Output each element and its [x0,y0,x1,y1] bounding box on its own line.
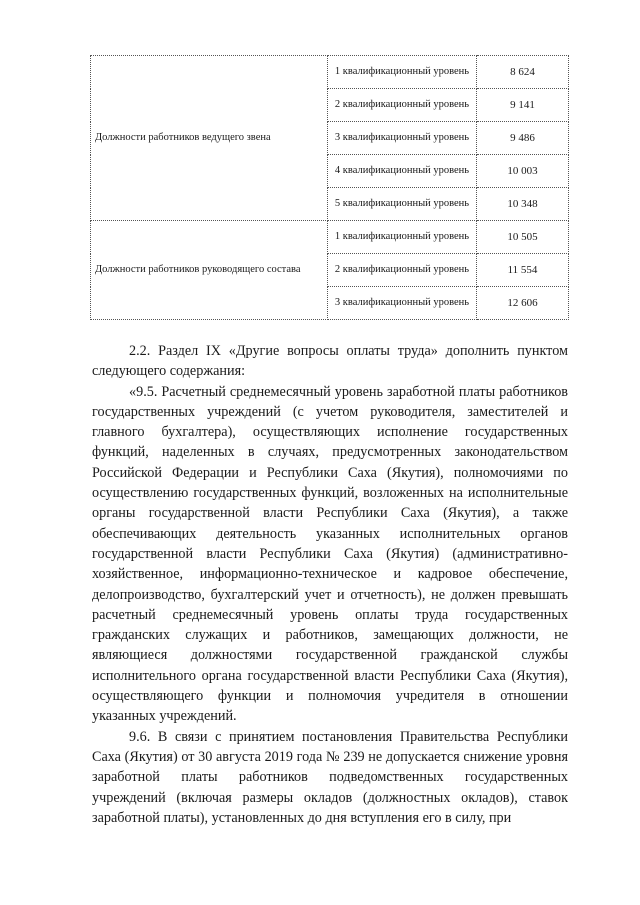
group-title-management: Должности работников руководящего состава [91,221,328,320]
level-cell: 5 квалификационный уровень [328,188,477,221]
salary-cell: 8 624 [477,56,569,89]
salary-cell: 10 348 [477,188,569,221]
level-cell: 2 квалификационный уровень [328,89,477,122]
paragraph-2-2: 2.2. Раздел IX «Другие вопросы оплаты труда» дополнить пунктом следующего содержания: [92,343,568,380]
table-row [91,56,569,89]
paragraph-9-6: 9.6. В связи с принятием постановления Правительства Республики Саха (Якутия) от 30 августа 2019 года № 239 не допускается снижение уровня заработной платы работников подведомственных государственных учреждений (включая размеры окладов (должностных окладов), ставок заработной платы), установленных до дня вступления его в силу, при [92,728,568,826]
level-cell: 3 квалификационный уровень [328,287,477,320]
group-title-leading: Должности работников ведущего звена [91,56,328,221]
level-cell: 3 квалификационный уровень [328,122,477,155]
level-cell: 4 квалификационный уровень [328,155,477,188]
level-cell: 1 квалификационный уровень [328,56,477,89]
salary-cell: 12 606 [477,287,569,320]
body-text [92,341,568,828]
salary-cell: 10 003 [477,155,569,188]
salary-cell: 9 141 [477,89,569,122]
level-cell: 1 квалификационный уровень [328,221,477,254]
level-cell: 2 квалификационный уровень [328,254,477,287]
paragraph-9-5: «9.5. Расчетный среднемесячный уровень заработной платы работников государственных учреждений (с учетом руководителя, заместителей и главного бухгалтера), осуществляющих исполнение государственных функций, наделенных в случаях, предусмотренных законодательством Российской Федерации и Республики Саха (Якутия), полномочиями по осуществлению государственных функций, возложенных на исполнительные органы государственной власти Республики Саха (Якутия), а также обеспечивающих деятельность указанных исполнительных органов государственной власти Республики Саха (Якутия) (административно-хозяйственное, информационно-техническое и кадровое обеспечение, делопроизводство, бухгалтерский учет и отчетность), не должен превышать расчетный среднемесячный уровень оплаты труда государственных гражданских служащих и работников, замещающих должности, не являющиеся должностями государственной гражданской службы исполнительного органа государственной власти Республики Саха (Якутия), осуществляющего функции и полномочия учредителя в отношении указанных учреждений. [92,383,568,725]
table-row [91,221,569,254]
salary-cell: 10 505 [477,221,569,254]
salary-table [90,55,569,320]
salary-cell: 9 486 [477,122,569,155]
salary-cell: 11 554 [477,254,569,287]
